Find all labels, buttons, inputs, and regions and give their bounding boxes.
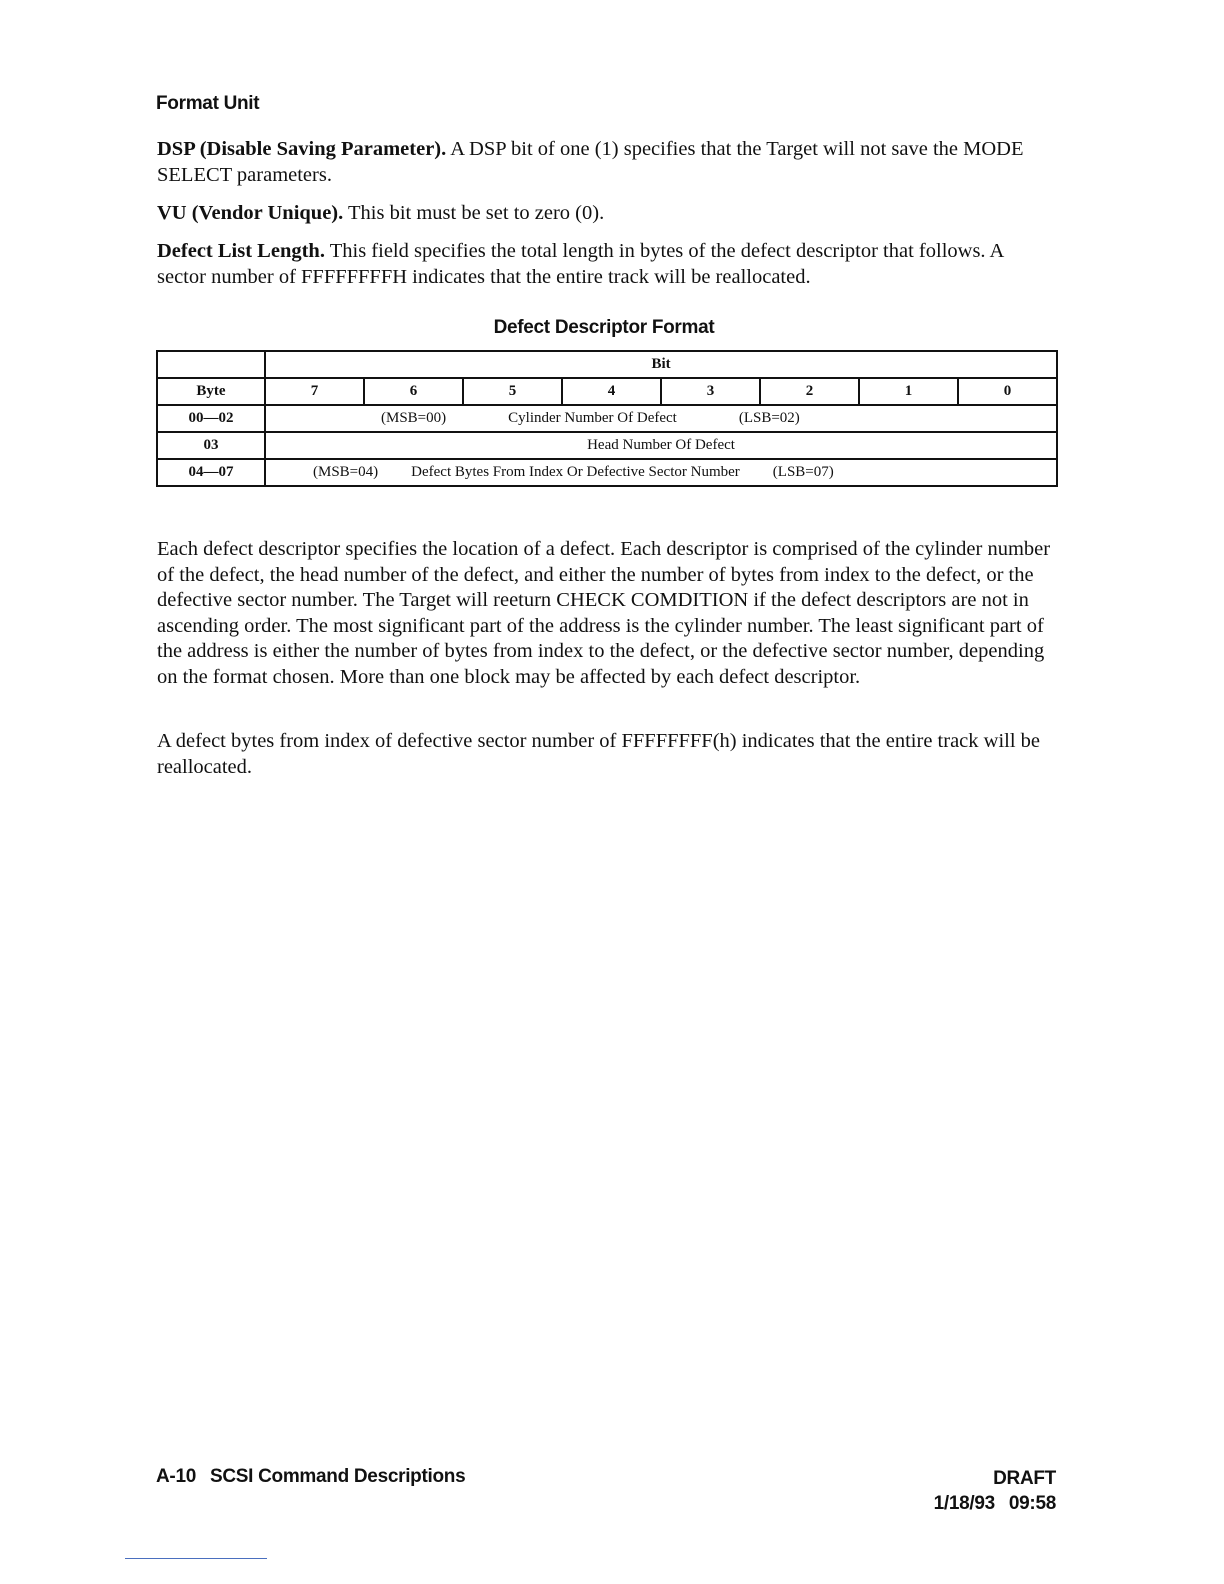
field-label: Defect Bytes From Index Or Defective Sector Number xyxy=(411,464,740,480)
footer-date: 1/18/93 xyxy=(933,1493,995,1514)
table-corner-cell xyxy=(157,351,265,378)
dsp-text: A DSP bit of one (1) specifies that the Target will not save the MODE SELECT parameters. xyxy=(157,138,1024,186)
byte-cell: 03 xyxy=(157,432,265,459)
bit-2: 2 xyxy=(760,378,859,405)
field-cell: Head Number Of Defect xyxy=(265,432,1057,459)
byte-header: Byte xyxy=(157,378,265,405)
bit-4: 4 xyxy=(562,378,661,405)
defect-list-length-text: This field specifies the total length in bytes of the defect descriptor that follows. A sector number of FFFFFFFFH indicates that the entire track will be reallocated. xyxy=(157,240,1004,288)
field-label: Cylinder Number Of Defect xyxy=(508,410,677,426)
dsp-paragraph xyxy=(157,137,1057,188)
vu-text: This bit must be set to zero (0). xyxy=(343,202,605,224)
vu-term: VU (Vendor Unique). xyxy=(157,202,344,224)
vu-paragraph xyxy=(157,201,1057,227)
page-number: A-10 xyxy=(156,1466,196,1487)
table-row xyxy=(157,405,1057,432)
field-cell xyxy=(265,459,1057,486)
table-header-row-bit xyxy=(157,351,1057,378)
table-row xyxy=(157,459,1057,486)
footer-time: 09:58 xyxy=(1008,1493,1056,1514)
bit-header: Bit xyxy=(265,351,1057,378)
table-title xyxy=(0,317,1224,339)
defect-list-length-term: Defect List Length. xyxy=(157,240,325,262)
lsb-label: (LSB=07) xyxy=(772,464,834,480)
field-cell xyxy=(265,405,1057,432)
bit-3: 3 xyxy=(661,378,760,405)
defect-descriptor-table xyxy=(156,350,1058,487)
msb-label: (MSB=00) xyxy=(381,410,447,426)
bit-7: 7 xyxy=(265,378,364,405)
footer-section: SCSI Command Descriptions xyxy=(209,1466,466,1487)
bit-1: 1 xyxy=(859,378,958,405)
byte-cell: 04—07 xyxy=(157,459,265,486)
byte-cell: 00—02 xyxy=(157,405,265,432)
msb-label: (MSB=04) xyxy=(313,464,379,480)
footer-right xyxy=(934,1466,1056,1516)
table-header-row-bits xyxy=(157,378,1057,405)
defect-list-length-paragraph xyxy=(157,239,1057,290)
reallocation-paragraph: A defect bytes from index of defective sector number of FFFFFFFF(h) indicates that the entire track will be reallocated. xyxy=(157,730,1041,778)
table-row xyxy=(157,432,1057,459)
section-title: Format Unit xyxy=(156,93,260,114)
footer-rule xyxy=(125,1558,267,1559)
footer-left xyxy=(156,1466,465,1488)
bit-0: 0 xyxy=(958,378,1057,405)
dsp-term: DSP (Disable Saving Parameter). xyxy=(157,138,447,160)
bit-5: 5 xyxy=(463,378,562,405)
defect-descriptor-paragraph: Each defect descriptor specifies the location of a defect. Each descriptor is comprised of the cylinder number of the defect, the head number of the defect, and either the number of bytes from index to the defect, or the defective sector number. The Target will reeturn CHECK COMDITION if the defect descriptors are not in ascending order. The most significant part of the address is the cylinder number. The least significant part of the address is either the number of bytes from index to the defect, or the defective sector number, depending on the format chosen. More than one block may be affected by each defect descriptor. xyxy=(157,538,1051,688)
table-title-text: Defect Descriptor Format xyxy=(493,317,715,338)
draft-label: DRAFT xyxy=(993,1468,1056,1489)
footer-datetime xyxy=(934,1491,1056,1516)
lsb-label: (LSB=02) xyxy=(738,410,800,426)
bit-6: 6 xyxy=(364,378,463,405)
